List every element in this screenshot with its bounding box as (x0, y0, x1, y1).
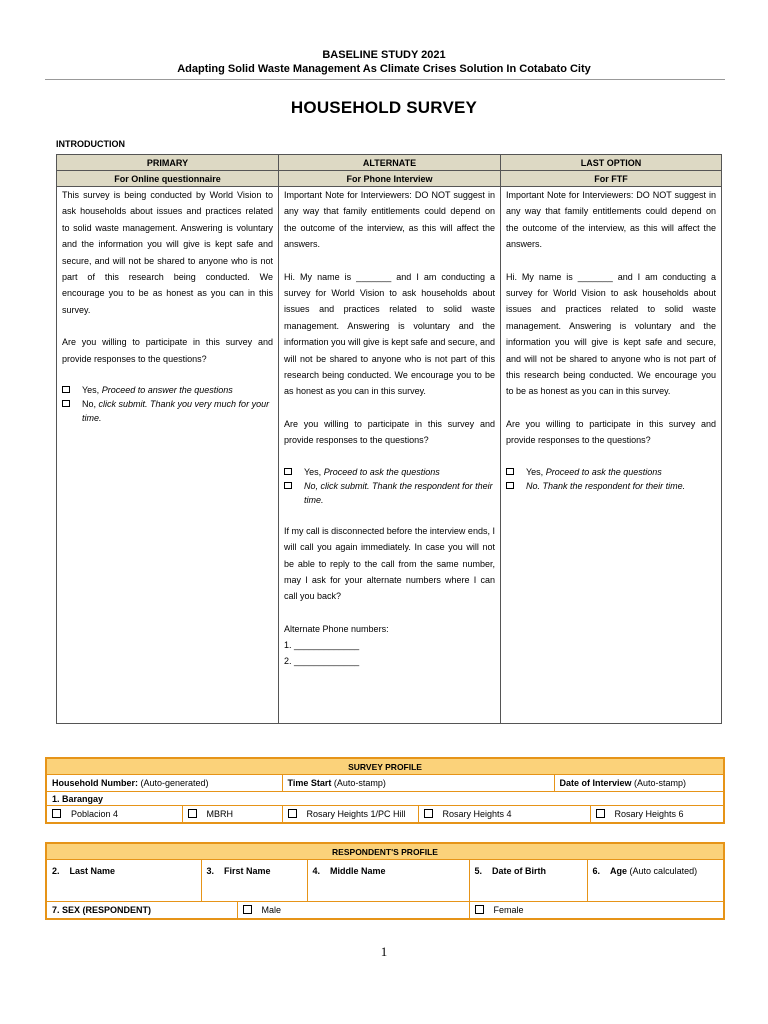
document-title: HOUSEHOLD SURVEY (290, 98, 478, 117)
alternate-interviewer-note: Important Note for Interviewers: DO NOT suggest in any way that family entitlements could depend on the outcome of the interview, as this will affect the answers. (284, 190, 495, 250)
checkbox[interactable] (188, 809, 197, 818)
alternate-callback-paragraph: If my call is disconnected before the interview ends, I will call you again immediately. In case you will not be able to reply to the call from the same number, may I ask for your alternate numbers where I can call you back? (284, 525, 495, 602)
last-option-option-yes[interactable]: Yes, Proceed to ask the questions (506, 465, 716, 479)
checkbox[interactable] (475, 905, 484, 914)
sex-label: 7. SEX (RESPONDENT) (46, 902, 237, 919)
header-divider (45, 79, 725, 80)
barangay-option-rosary-heights-4[interactable]: Rosary Heights 4 (418, 806, 590, 823)
alternate-option-no[interactable]: No, click submit. Thank the respondent for their time. (284, 479, 495, 507)
checkbox[interactable] (288, 809, 297, 818)
last-option-option-no[interactable]: No. Thank the respondent for their time. (506, 479, 716, 493)
respondent-profile-table (45, 842, 725, 920)
barangay-label: 1. Barangay (46, 792, 724, 806)
page-number: 1 (380, 944, 388, 959)
alternate-cell (279, 187, 501, 724)
primary-consent-question: Are you willing to participate in this survey and provide responses to the questions? (62, 337, 273, 364)
respondent-profile-title: RESPONDENT'S PROFILE (46, 843, 724, 860)
survey-profile-title: SURVEY PROFILE (46, 758, 724, 775)
barangay-option-rosary-heights-1[interactable]: Rosary Heights 1/PC Hill (282, 806, 418, 823)
checkbox[interactable] (596, 809, 605, 818)
alternate-intro-paragraph: Hi. My name is _______ and I am conducting a survey for World Vision to ask households about issues and practices related to solid waste management. Answering is voluntary and the information you will give is kept safe and secure, and will not be shared to anyone who is not part of this research being conducted. We encourage you to be as honest as you can in this survey. (284, 271, 495, 397)
introduction-table (56, 154, 722, 724)
checkbox[interactable] (424, 809, 433, 818)
checkbox[interactable] (284, 468, 292, 475)
alternate-phone-field-2[interactable]: 2. _____________ (284, 655, 360, 666)
barangay-option-poblacion-4[interactable]: Poblacion 4 (46, 806, 182, 823)
column-subheading-primary: For Online questionnaire (57, 171, 279, 187)
time-start-field[interactable]: Time Start (Auto-stamp) (282, 775, 554, 792)
column-subheading-alternate: For Phone Interview (279, 171, 501, 187)
header-study-subtitle: Adapting Solid Waste Management As Climate Crises Solution In Cotabato City (177, 63, 591, 75)
last-name-field[interactable]: 2. Last Name (46, 860, 201, 902)
last-option-cell (501, 187, 722, 724)
primary-cell (57, 187, 279, 724)
column-subheading-last-option: For FTF (501, 171, 722, 187)
first-name-field[interactable]: 3. First Name (201, 860, 307, 902)
checkbox[interactable] (506, 482, 514, 489)
last-option-intro-paragraph: Hi. My name is _______ and I am conducting a survey for World Vision to ask households about issues and practices related to solid waste management. Answering is voluntary and the information you will give is kept safe and secure, and will not be shared to anyone who is not part of this research being conducted. We encourage you to be as honest as you can in this survey. (506, 271, 716, 397)
alternate-phone-field-1[interactable]: 1. _____________ (284, 639, 360, 650)
primary-option-yes[interactable]: Yes, Proceed to answer the questions (62, 383, 273, 397)
column-heading-primary: PRIMARY (57, 155, 279, 171)
last-option-interviewer-note: Important Note for Interviewers: DO NOT suggest in any way that family entitlements could depend on the outcome of the interview, as this will affect the answers. (506, 190, 716, 250)
introduction-label: INTRODUCTION (56, 139, 125, 149)
checkbox[interactable] (506, 468, 514, 475)
middle-name-field[interactable]: 4. Middle Name (307, 860, 469, 902)
checkbox[interactable] (62, 400, 70, 407)
sex-option-male[interactable]: Male (237, 902, 469, 919)
date-of-birth-field[interactable]: 5. Date of Birth (469, 860, 587, 902)
alternate-consent-question: Are you willing to participate in this survey and provide responses to the questions? (284, 418, 495, 446)
survey-profile-table (45, 757, 725, 824)
barangay-option-rosary-heights-6[interactable]: Rosary Heights 6 (590, 806, 724, 823)
checkbox[interactable] (284, 482, 292, 489)
alternate-phone-label: Alternate Phone numbers: (284, 623, 389, 634)
household-number-field[interactable]: Household Number: (Auto-generated) (46, 775, 282, 792)
primary-option-no[interactable]: No, click submit. Thank you very much for your time. (62, 397, 273, 425)
header-study-title: BASELINE STUDY 2021 (322, 49, 446, 61)
column-heading-alternate: ALTERNATE (279, 155, 501, 171)
age-field[interactable]: 6. Age (Auto calculated) (587, 860, 724, 902)
checkbox[interactable] (62, 386, 70, 393)
primary-intro-paragraph: This survey is being conducted by World Vision to ask households about issues and practices related to solid waste management. Answering is voluntary and the information you will give is kept safe and secure, and will not be shared to anyone who is not part of this research being conducted. We encourage you to be as honest as you can in this survey. (62, 190, 273, 315)
date-of-interview-field[interactable]: Date of Interview (Auto-stamp) (554, 775, 724, 792)
alternate-option-yes[interactable]: Yes, Proceed to ask the questions (284, 465, 495, 479)
sex-option-female[interactable]: Female (469, 902, 724, 919)
last-option-consent-question: Are you willing to participate in this survey and provide responses to the questions? (506, 418, 716, 446)
checkbox[interactable] (52, 809, 61, 818)
checkbox[interactable] (243, 905, 252, 914)
barangay-option-mbrh[interactable]: MBRH (182, 806, 282, 823)
column-heading-last-option: LAST OPTION (501, 155, 722, 171)
